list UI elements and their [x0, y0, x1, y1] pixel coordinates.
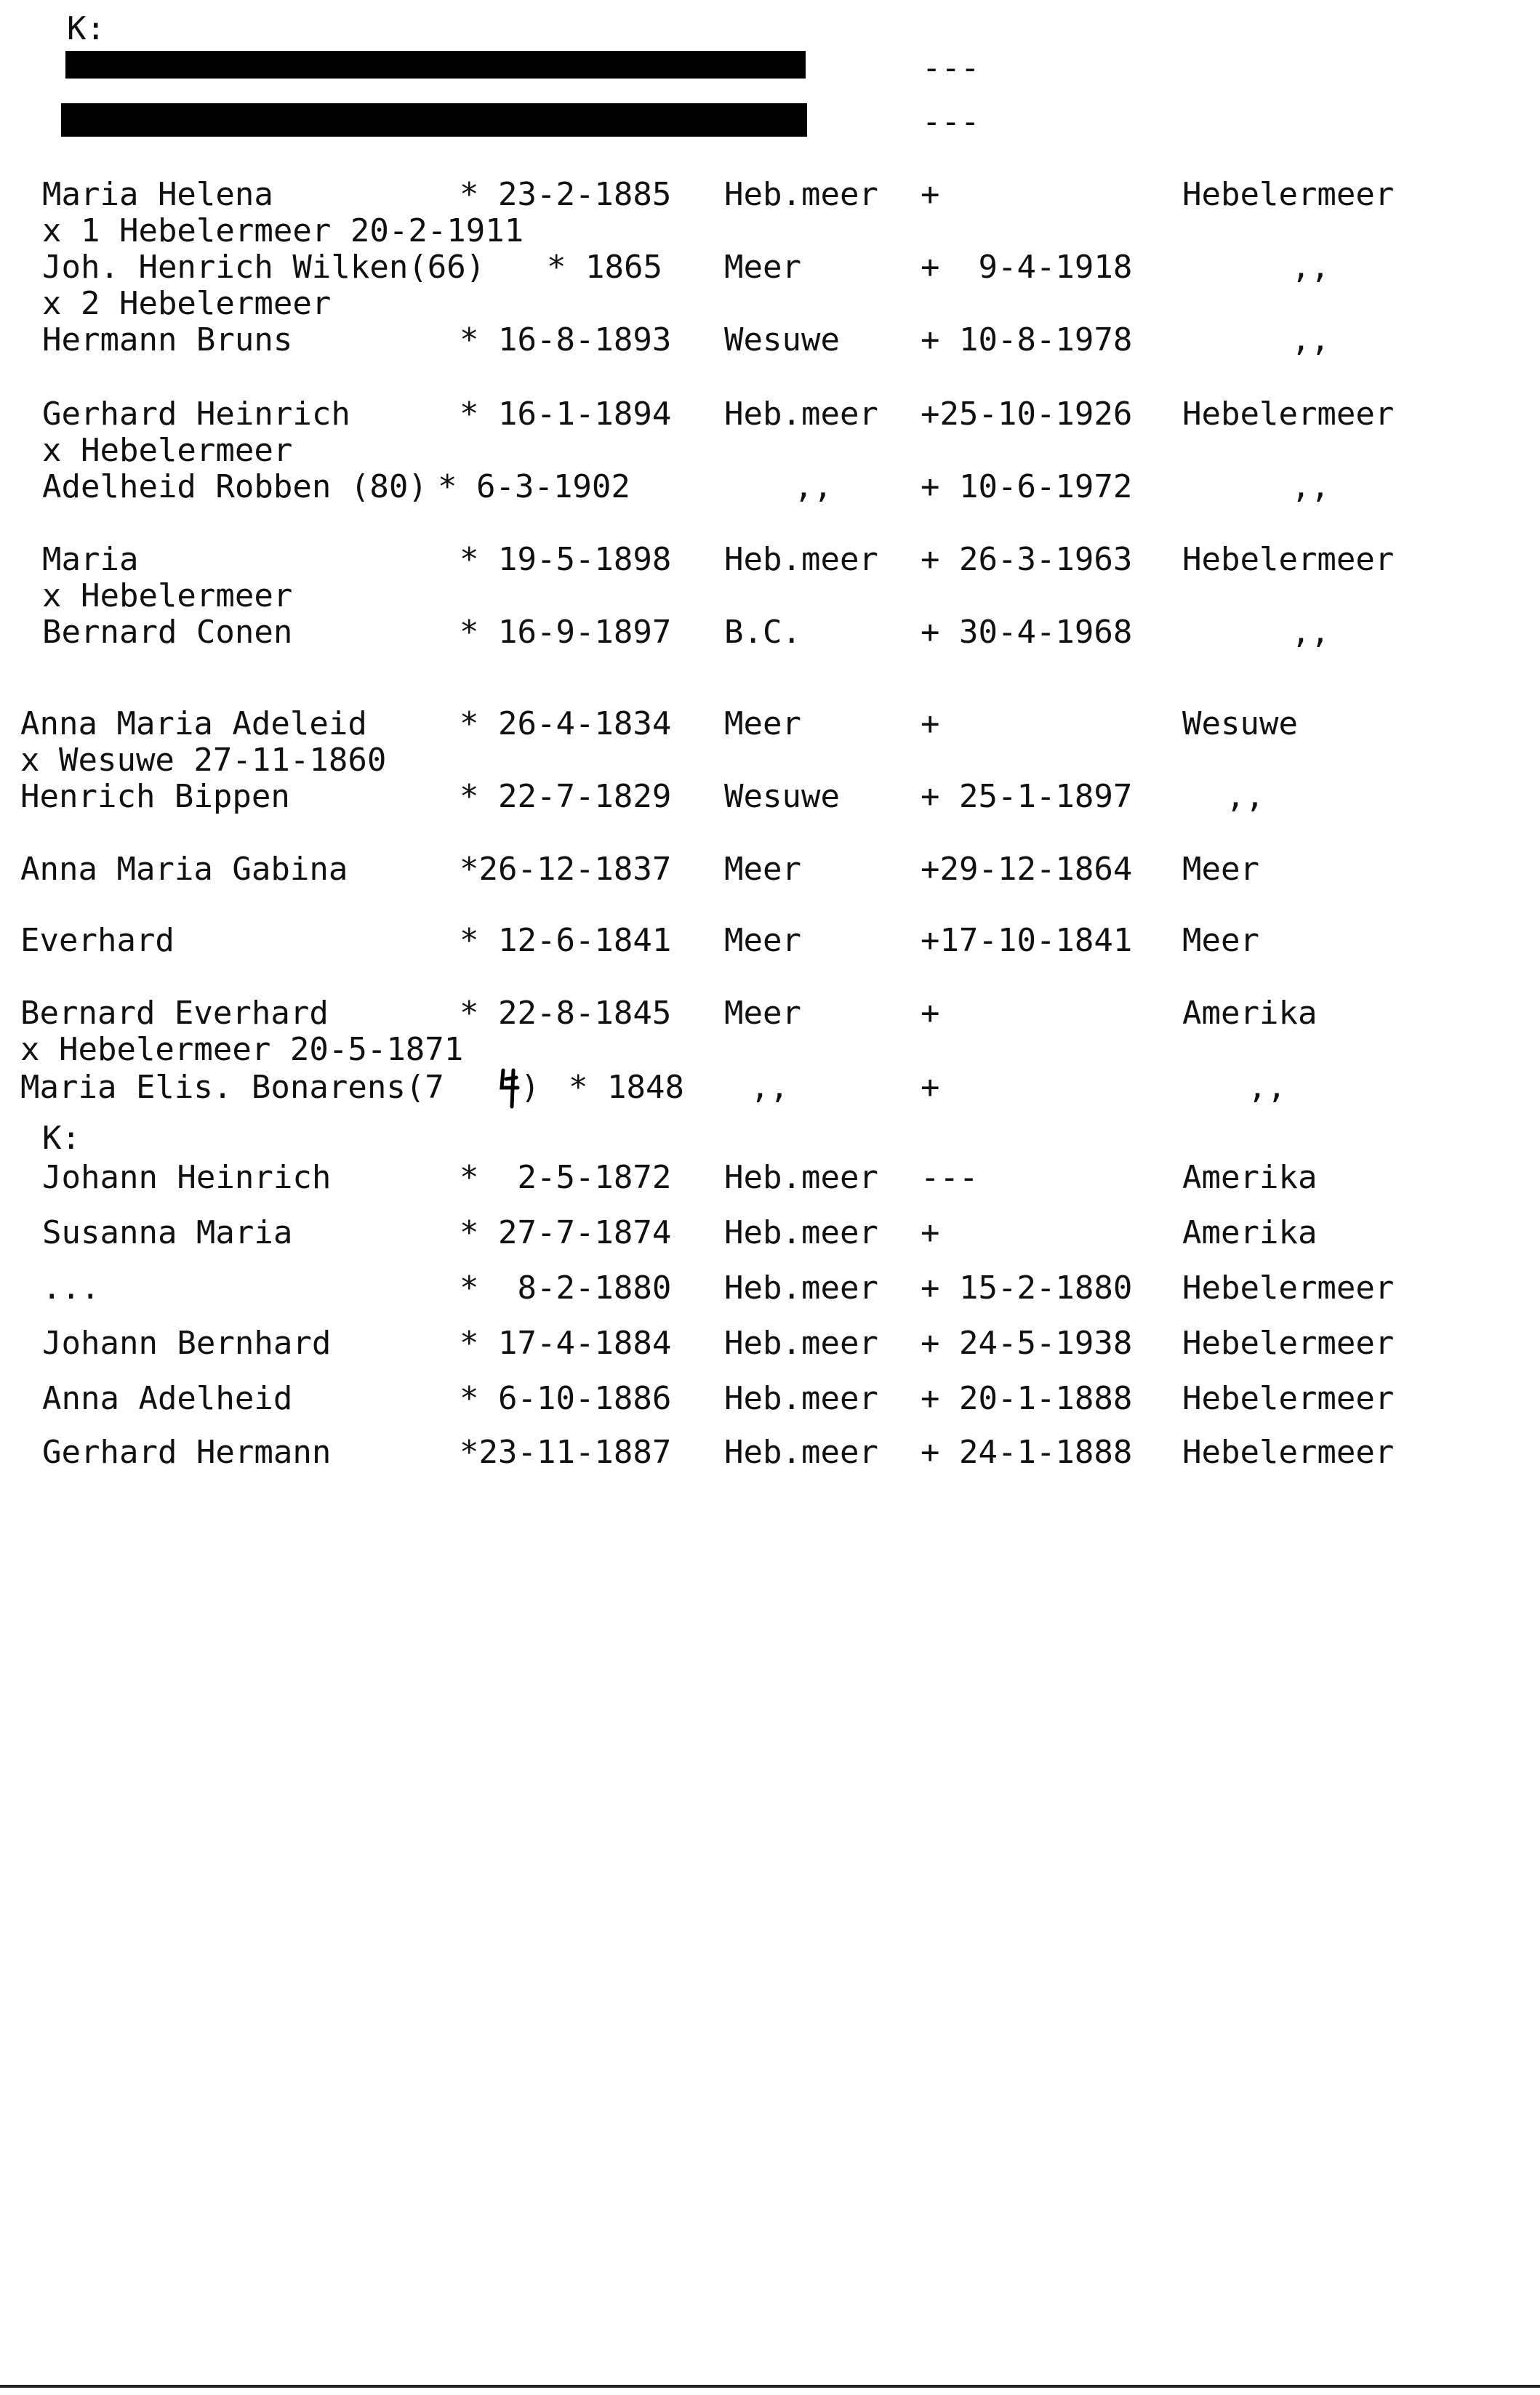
death-date: +	[921, 1069, 940, 1106]
death-date: +	[921, 1214, 940, 1251]
death-date: +25-10-1926	[921, 396, 1133, 433]
death-date: ---	[921, 1159, 979, 1196]
header-line	[0, 9, 105, 49]
person-name: Anna Maria Gabina	[20, 851, 348, 888]
marriage-note	[0, 284, 332, 324]
person-row	[0, 993, 1318, 1034]
child-name: Gerhard Hermann	[42, 1434, 332, 1471]
birth-place: Heb.meer	[724, 1434, 878, 1471]
redacted-bar	[65, 51, 806, 79]
marriage-text: x Hebelermeer	[42, 577, 293, 614]
dash: ---	[922, 49, 980, 87]
burial-place: Hebelermeer	[1182, 1434, 1395, 1471]
person-row	[0, 467, 1330, 508]
birth-place: Meer	[724, 249, 801, 286]
person-name: Henrich Bippen	[20, 778, 290, 815]
person-name: Maria Helena	[42, 176, 273, 213]
person-row	[0, 704, 1298, 745]
person-row	[0, 777, 1264, 817]
person-name: Maria Elis. Bonarens(7	[20, 1069, 444, 1106]
marriage-note	[0, 576, 293, 617]
person-row	[0, 1067, 1286, 1108]
birth-date: * 2-5-1872	[460, 1159, 672, 1196]
person-row	[0, 539, 1395, 580]
birth-date: * 12-6-1841	[460, 922, 672, 959]
death-date: + 24-1-1888	[921, 1434, 1133, 1471]
birth-place: Heb.meer	[724, 541, 878, 578]
birth-date: * 17-4-1884	[460, 1325, 672, 1362]
death-date: + 10-8-1978	[921, 321, 1133, 358]
birth-place: Meer	[724, 851, 801, 888]
bottom-rule	[0, 2385, 1540, 2388]
person-row	[0, 849, 1259, 890]
person-name: Everhard	[20, 922, 175, 959]
dash: ---	[922, 103, 980, 140]
marriage-note	[0, 1030, 464, 1070]
marriage-text: x Hebelermeer 20-5-1871	[20, 1031, 464, 1068]
person-name: Gerhard Heinrich	[42, 396, 350, 433]
person-name: Adelheid Robben (80)	[42, 468, 428, 505]
burial-place: ,,	[1248, 1069, 1286, 1106]
death-date: + 24-5-1938	[921, 1325, 1133, 1362]
person-name: Joh. Henrich Wilken(66)	[42, 249, 486, 286]
birth-date: * 16-1-1894	[460, 396, 672, 433]
birth-date: * 19-5-1898	[460, 541, 672, 578]
burial-place: ,,	[1291, 468, 1330, 505]
birth-place: ,,	[750, 1069, 789, 1106]
person-name: Anna Maria Adeleid	[20, 705, 367, 742]
death-date: + 10-6-1972	[921, 468, 1133, 505]
marriage-text: x Hebelermeer	[42, 432, 293, 469]
birth-place: Heb.meer	[724, 1325, 878, 1362]
burial-place: Amerika	[1182, 1214, 1318, 1251]
redacted-line	[0, 102, 980, 143]
birth-place: Heb.meer	[724, 1269, 878, 1307]
marriage-note	[0, 740, 387, 781]
burial-place: Hebelermeer	[1182, 1325, 1395, 1362]
person-row	[0, 320, 1330, 361]
birth-date: * 1848	[569, 1069, 684, 1106]
burial-place: Amerika	[1182, 995, 1318, 1032]
person-name: Maria	[42, 541, 139, 578]
child-row	[0, 1158, 1318, 1198]
birth-place: ,,	[794, 468, 833, 505]
burial-place: Hebelermeer	[1182, 396, 1395, 433]
birth-date: *26-12-1837	[460, 851, 672, 888]
birth-date: * 6-10-1886	[460, 1380, 672, 1417]
burial-place: Hebelermeer	[1182, 176, 1395, 213]
birth-place: Meer	[724, 705, 801, 742]
birth-date: * 22-7-1829	[460, 778, 672, 815]
birth-date: * 6-3-1902	[438, 468, 630, 505]
death-date: +29-12-1864	[921, 851, 1133, 888]
marriage-text: x Wesuwe 27-11-1860	[20, 742, 387, 779]
birth-place: Wesuwe	[724, 321, 840, 358]
child-name: Anna Adelheid	[42, 1380, 293, 1417]
birth-place: Wesuwe	[724, 778, 840, 815]
person-name: Bernard Everhard	[20, 995, 329, 1032]
child-row	[0, 1268, 1395, 1309]
child-name: Susanna Maria	[42, 1214, 293, 1251]
birth-place: Meer	[724, 995, 801, 1032]
marriage-text: x 1 Hebelermeer 20-2-1911	[42, 212, 524, 249]
burial-place: Amerika	[1182, 1159, 1318, 1196]
death-date: +17-10-1841	[921, 922, 1133, 959]
burial-place: Hebelermeer	[1182, 1380, 1395, 1417]
children-label-line	[0, 1118, 81, 1159]
burial-place: ,,	[1226, 778, 1264, 815]
child-row	[0, 1213, 1318, 1253]
marriage-note	[0, 430, 293, 471]
person-row	[0, 174, 1395, 215]
marriage-note	[0, 211, 524, 252]
birth-date: * 1865	[547, 249, 662, 286]
redacted-bar	[61, 103, 807, 137]
birth-date: * 22-8-1845	[460, 995, 672, 1032]
child-row	[0, 1379, 1395, 1419]
burial-place: Hebelermeer	[1182, 1269, 1395, 1307]
birth-date: * 16-9-1897	[460, 614, 672, 651]
death-date: +	[921, 176, 940, 213]
person-name-tail: )	[521, 1069, 540, 1106]
birth-place: Heb.meer	[724, 1380, 878, 1417]
child-name: Johann Heinrich	[42, 1159, 332, 1196]
burial-place: Meer	[1182, 922, 1259, 959]
burial-place: ,,	[1291, 321, 1330, 358]
person-name: Hermann Bruns	[42, 321, 293, 358]
burial-place: Wesuwe	[1182, 705, 1298, 742]
marriage-text: x 2 Hebelermeer	[42, 285, 332, 322]
child-row	[0, 1323, 1395, 1364]
birth-date: * 16-8-1893	[460, 321, 672, 358]
birth-place: Heb.meer	[724, 396, 878, 433]
person-row	[0, 920, 1259, 961]
person-row	[0, 247, 1330, 288]
birth-date: *23-11-1887	[460, 1434, 672, 1471]
death-date: + 20-1-1888	[921, 1380, 1133, 1417]
handwritten-correction	[499, 1066, 521, 1110]
header-label: K:	[67, 10, 105, 47]
burial-place: Meer	[1182, 851, 1259, 888]
death-date: +	[921, 705, 940, 742]
death-date: + 15-2-1880	[921, 1269, 1133, 1307]
birth-date: * 26-4-1834	[460, 705, 672, 742]
child-name: Johann Bernhard	[42, 1325, 332, 1362]
burial-place: ,,	[1291, 249, 1330, 286]
child-row	[0, 1432, 1395, 1473]
death-date: +	[921, 995, 940, 1032]
burial-place: ,,	[1291, 614, 1330, 651]
birth-place: B.C.	[724, 614, 801, 651]
birth-place: Heb.meer	[724, 176, 878, 213]
death-date: + 26-3-1963	[921, 541, 1133, 578]
redacted-line	[0, 48, 980, 89]
child-name: ...	[42, 1269, 100, 1307]
birth-date: * 27-7-1874	[460, 1214, 672, 1251]
death-date: + 30-4-1968	[921, 614, 1133, 651]
birth-place: Heb.meer	[724, 1214, 878, 1251]
person-row	[0, 612, 1330, 653]
birth-date: * 23-2-1885	[460, 176, 672, 213]
children-label: K:	[42, 1120, 81, 1157]
death-date: + 9-4-1918	[921, 249, 1133, 286]
burial-place: Hebelermeer	[1182, 541, 1395, 578]
birth-date: * 8-2-1880	[460, 1269, 672, 1307]
person-row	[0, 394, 1395, 435]
death-date: + 25-1-1897	[921, 778, 1133, 815]
person-name: Bernard Conen	[42, 614, 293, 651]
birth-place: Heb.meer	[724, 1159, 878, 1196]
birth-place: Meer	[724, 922, 801, 959]
